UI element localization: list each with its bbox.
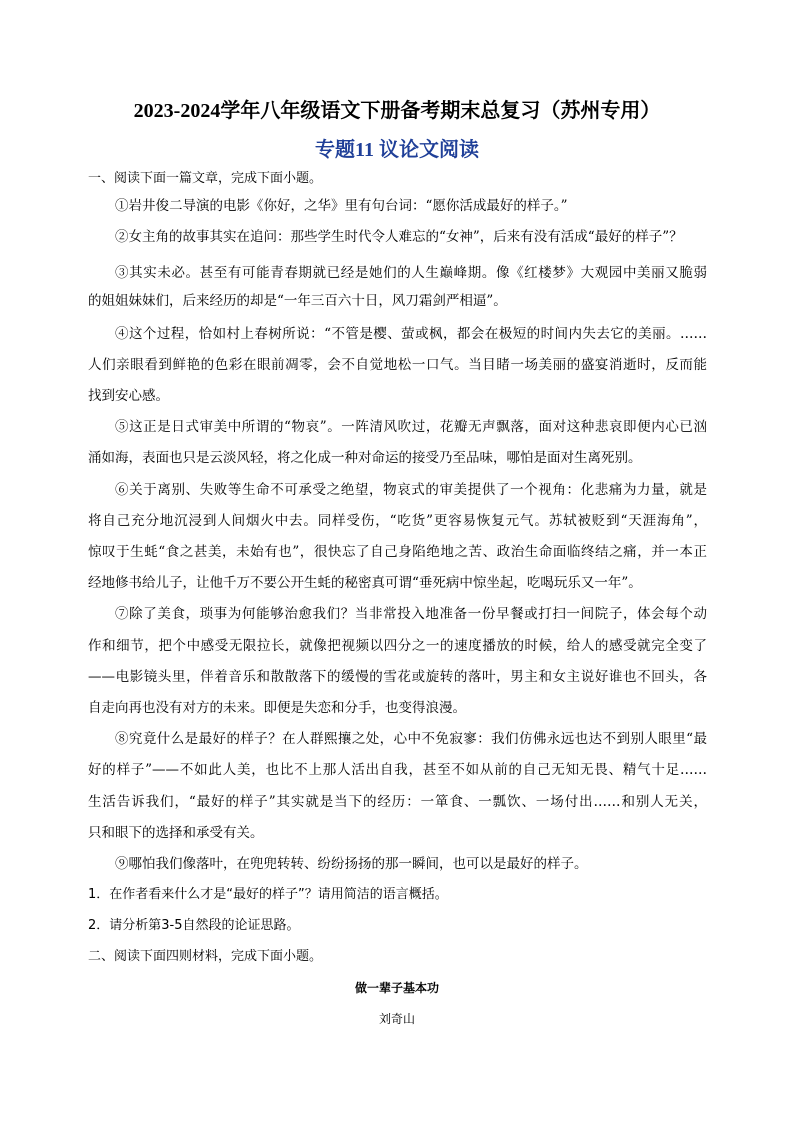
paragraph-line: ——电影镜头里，伴着音乐和散散落下的缓慢的雪花或旋转的落叶，男主和女主说好谁也不回头，各: [88, 669, 707, 685]
paragraph-line: ②女主角的故事其实在追问：那些学生时代令人难忘的“女神”，后来有没有活成“最好的样子”？: [115, 229, 683, 245]
question-1: 1．在作者看来什么才是“最好的样子”？请用简洁的语言概括。: [88, 887, 448, 902]
paragraph-line: ④这个过程，恰如村上春树所说：“不管是樱、萤或枫，都会在极短的时间内失去它的美丽。……: [115, 326, 707, 342]
paragraph-line: ⑧究竟什么是最好的样子？在人群熙攘之处，心中不免寂寥：我们仿佛永远也达不到别人眼里“最: [115, 731, 707, 747]
paragraph-line: 自走向再也没有对方的未来。即便是失恋和分手，也变得浪漫。: [88, 700, 466, 716]
paragraph-line: 生活告诉我们，“最好的样子”其实就是当下的经历：一箪食、一瓢饮、一场付出……和别人无关，: [88, 794, 707, 810]
article-title: 做一辈子基本功: [354, 981, 439, 995]
paragraph-line: ⑥关于离别、失败等生命不可承受之绝望，物哀式的审美提供了一个视角：化悲痛为力量，就是: [115, 482, 707, 498]
paragraph-line: 好的样子”——不如此人美，也比不上那人活出自我，甚至不如从前的自己无知无畏、精气十足……: [88, 762, 707, 778]
section2-heading: 二、阅读下面四则材料，完成下面小题。: [88, 949, 323, 964]
paragraph-line: 涌如海，表面也只是云淡风轻，将之化成一种对命运的接受乃至品味，哪怕是面对生离死别。: [88, 450, 642, 466]
paragraph-line: ⑨哪怕我们像落叶，在兜兜转转、纷纷扬扬的那一瞬间，也可以是最好的样子。: [115, 856, 588, 872]
paragraph-line: 的姐姐妹妹们，后来经历的却是“一年三百六十日，风刀霜剑严相逼”。: [88, 293, 507, 309]
paragraph-line: 作和细节，把个中感受无限拉长，就像把视频以四分之一的速度播放的时候，给人的感受就完全变了: [88, 638, 707, 654]
question-2: 2．请分析第3-5自然段的论证思路。: [88, 918, 300, 933]
paragraph-line: 人们亲眼看到鲜艳的色彩在眼前凋零，会不自觉地松一口气。当目睹一场美丽的盛宴消逝时，反而能: [88, 357, 707, 373]
paragraph-line: 只和眼下的选择和承受有关。: [88, 825, 264, 841]
paragraph-line: 找到安心感。: [88, 388, 169, 404]
main-title: 2023-2024学年八年级语文下册备考期末总复习（苏州专用）: [133, 100, 661, 122]
paragraph-line: ①岩井俊二导演的电影《你好，之华》里有句台词：“愿你活成最好的样子。”: [115, 198, 568, 214]
paragraph-line: ⑤这正是日式审美中所谓的“物哀”。一阵清风吹过，花瓣无声飘落，面对这种悲哀即便内心已汹: [115, 419, 707, 435]
section1-heading: 一、阅读下面一篇文章，完成下面小题。: [88, 171, 323, 186]
paragraph-line: ③其实未必。甚至有可能青春期就已经是她们的人生巅峰期。像《红楼梦》大观园中美丽又脆弱: [115, 265, 707, 281]
article-author: 刘奇山: [378, 1012, 415, 1026]
paragraph-line: 惊叹于生蚝“食之甚美，未始有也”，很快忘了自己身陷绝地之苦、政治生命面临终结之痛，并一本正: [88, 544, 707, 560]
paragraph-line: 经地修书给儿子，让他千万不要公开生蚝的秘密真可谓“垂死病中惊坐起，吃喝玩乐又一年”。: [88, 575, 642, 591]
paragraph-line: ⑦除了美食，琐事为何能够治愈我们？当非常投入地准备一份早餐或打扫一间院子，体会每个动: [115, 606, 707, 622]
paragraph-line: 将自己充分地沉浸到人间烟火中去。同样受伤，“吃货”更容易恢复元气。苏轼被贬到“天涯海角”，: [88, 513, 707, 529]
sub-title: 专题11 议论文阅读: [315, 139, 479, 161]
